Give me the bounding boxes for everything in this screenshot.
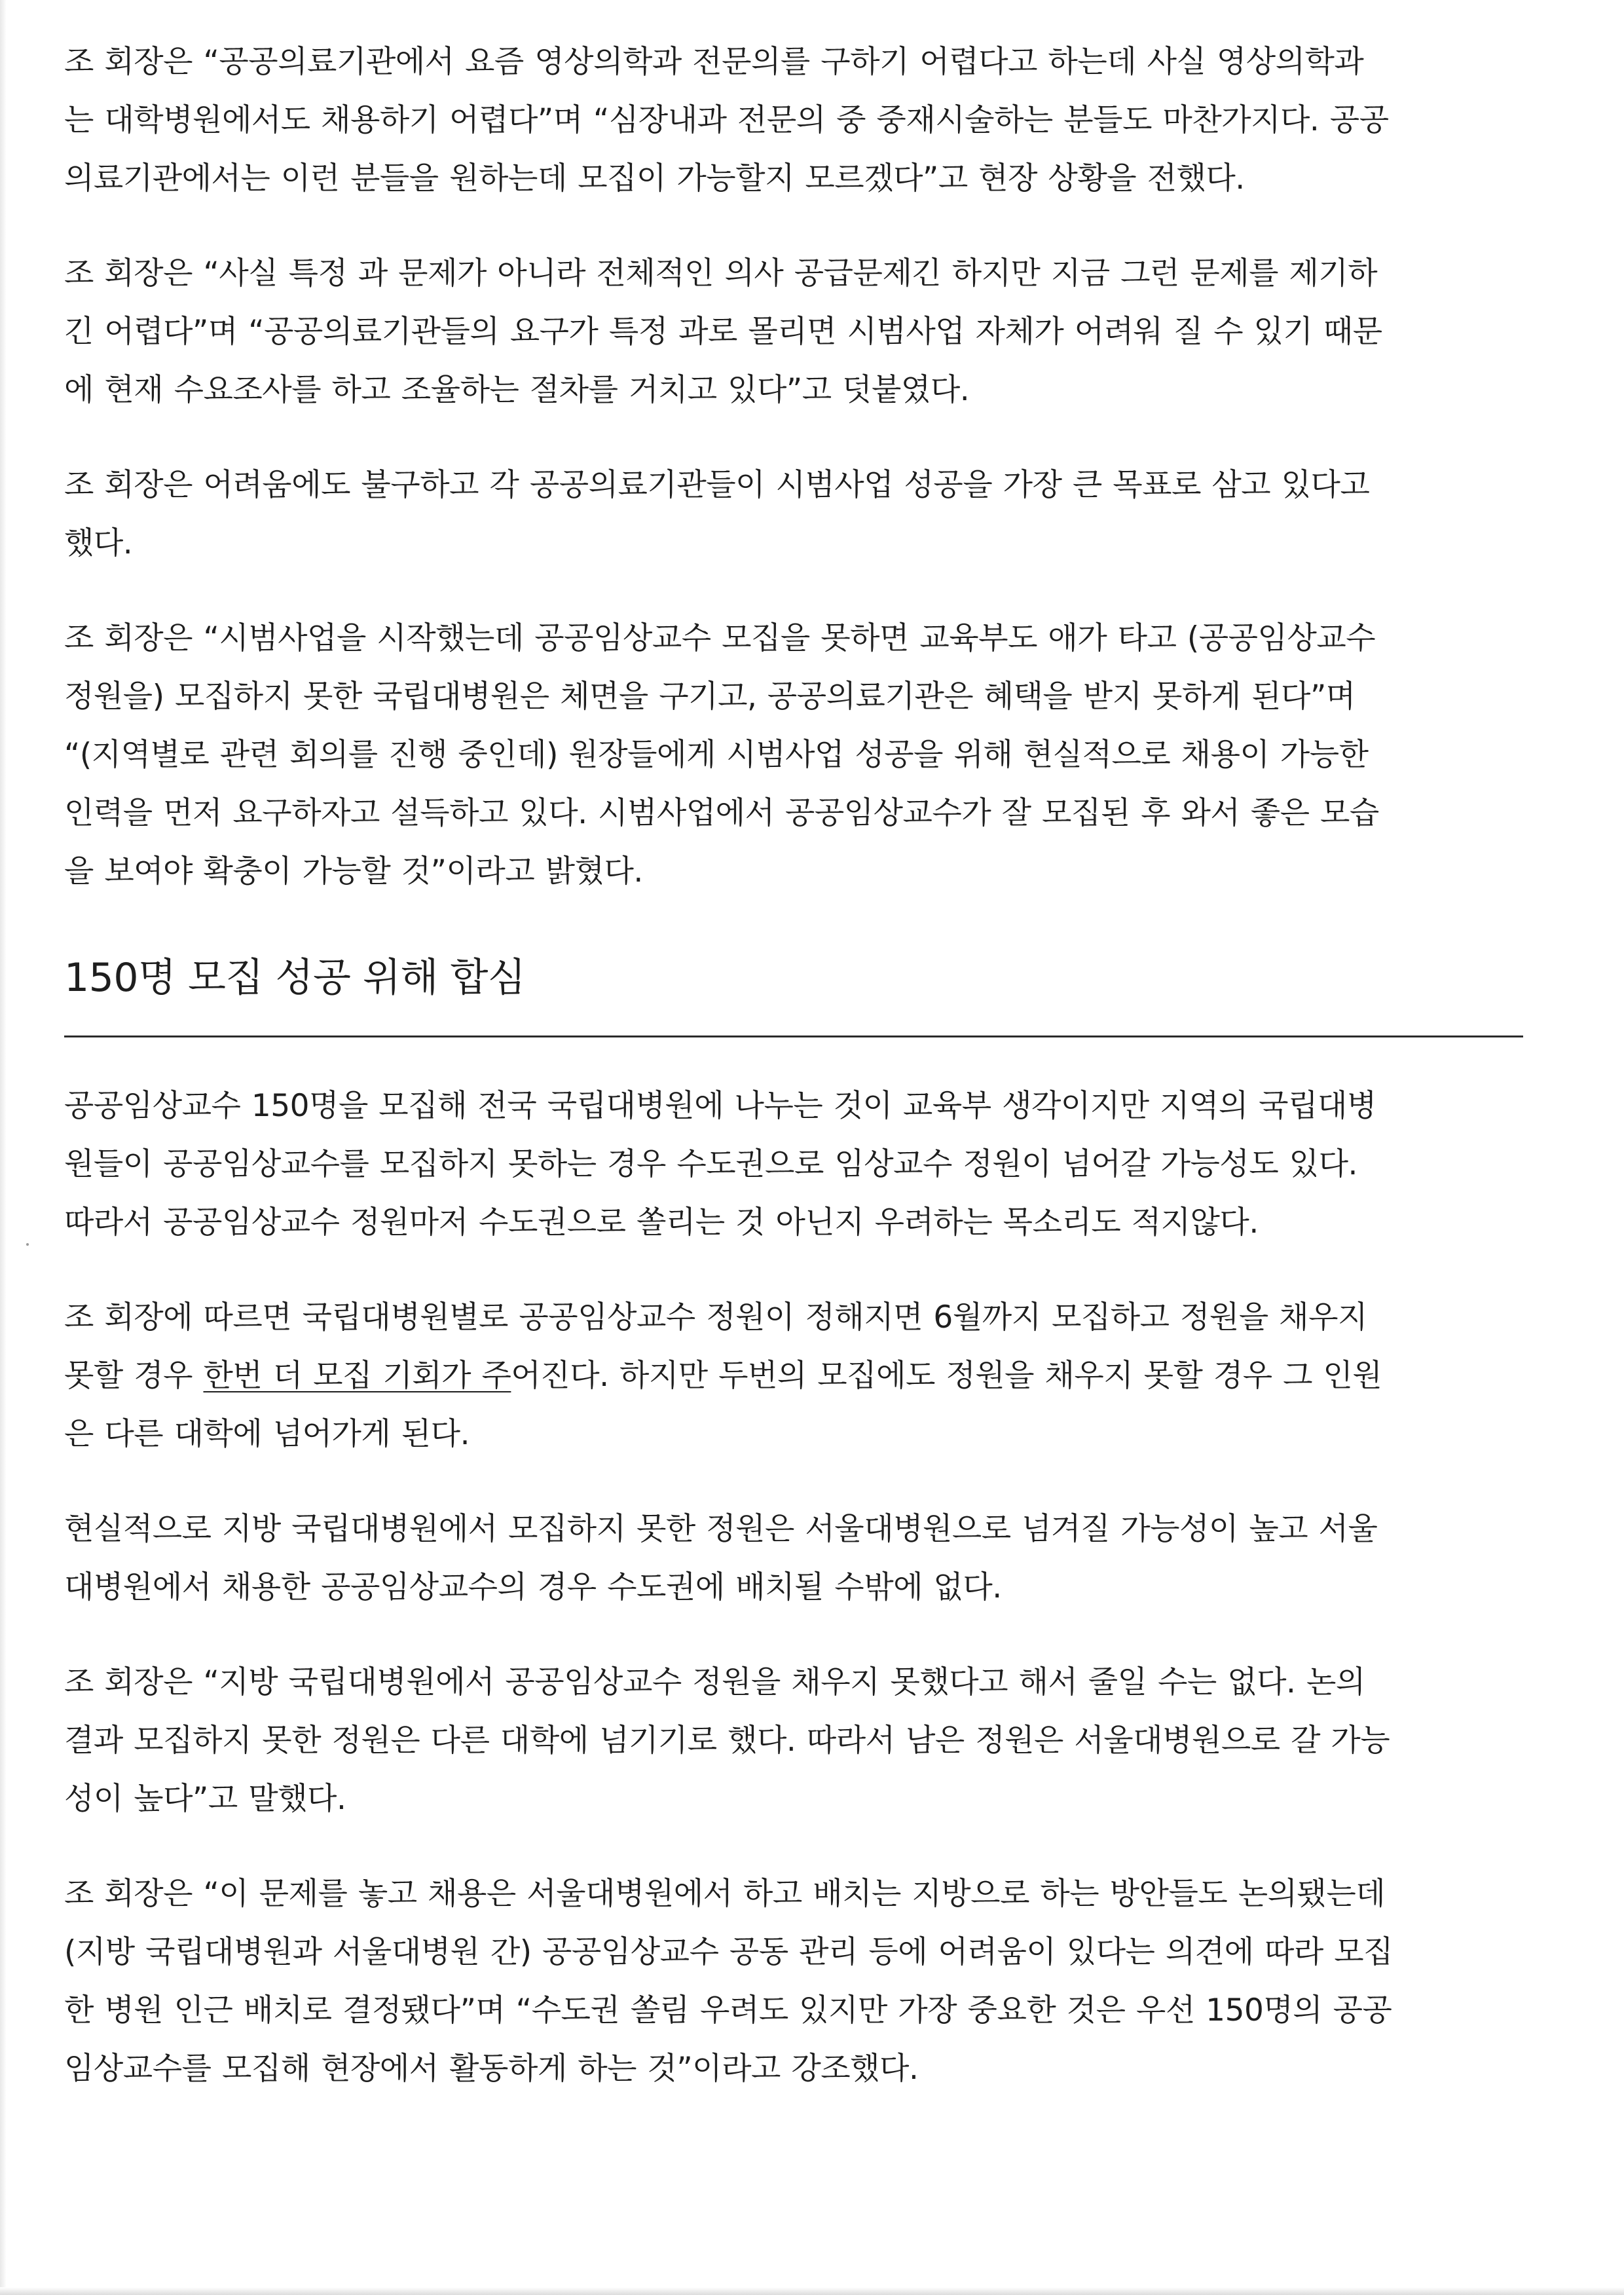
text-line: 했다.	[64, 525, 133, 561]
text-line: 조 회장은 “사실 특정 과 문제가 아니라 전체적인 의사 공급문제긴 하지만 지금 그런 문제를 제기하	[64, 255, 1378, 291]
text-line: 긴 어렵다”며 “공공의료기관들의 요구가 특정 과로 몰리면 시범사업 자체가 어려워 질 수 있기 때문	[64, 314, 1382, 350]
paragraph-7	[64, 1500, 1523, 1616]
text-line: 정원을) 모집하지 못한 국립대병원은 체면을 구기고, 공공의료기관은 혜택을 받지 못하게 된다”며	[64, 679, 1356, 715]
text-line: 조 회장은 어려움에도 불구하고 각 공공의료기관들이 시범사업 성공을 가장 큰 목표로 삼고 있다고	[64, 467, 1370, 503]
text-line: 현실적으로 지방 국립대병원에서 모집하지 못한 정원은 서울대병원으로 넘겨질 가능성이 높고 서울	[64, 1511, 1378, 1547]
text-line: “(지역별로 관련 회의를 진행 중인데) 원장들에게 시범사업 성공을 위해 현실적으로 채용이 가능한	[64, 737, 1369, 773]
text-line: 결과 모집하지 못한 정원은 다른 대학에 넘기기로 했다. 따라서 남은 정원은 서울대병원으로 갈 가능	[64, 1723, 1390, 1759]
paragraph-2	[64, 244, 1523, 419]
scan-bottom-edge	[0, 2287, 1624, 2295]
text-line: 조 회장은 “시범사업을 시작했는데 공공임상교수 모집을 못하면 교육부도 애가 타고 (공공임상교수	[64, 620, 1376, 656]
text-line: 조 회장은 “이 문제를 놓고 채용은 서울대병원에서 하고 배치는 지방으로 하는 방안들도 논의됐는데	[64, 1876, 1386, 1912]
text-line: 을 보여야 확충이 가능할 것”이라고 밝혔다.	[64, 853, 643, 889]
text-line: 는 대학병원에서도 채용하기 어렵다”며 “심장내과 전문의 중 중재시술하는 분들도 마찬가지다. 공공	[64, 102, 1389, 138]
text-line: 성이 높다”고 말했다.	[64, 1781, 346, 1817]
paragraph-9	[64, 1865, 1523, 2098]
text-line: 공공임상교수 150명을 모집해 전국 국립대병원에 나누는 것이 교육부 생각이지만 지역의 국립대병	[64, 1088, 1376, 1124]
section-divider	[64, 1036, 1523, 1037]
paragraph-1	[64, 33, 1523, 208]
paragraph-3	[64, 456, 1523, 572]
text-line: (지방 국립대병원과 서울대병원 간) 공공임상교수 공동 관리 등에 어려움이 있다는 의견에 따라 모집	[64, 1934, 1393, 1970]
text-line: 조 회장은 “지방 국립대병원에서 공공임상교수 정원을 채우지 못했다고 해서 줄일 수는 없다. 논의	[64, 1664, 1365, 1700]
text-line: 따라서 공공임상교수 정원마저 수도권으로 쏠리는 것 아닌지 우려하는 목소리도 적지않다.	[64, 1204, 1259, 1241]
scan-left-edge	[0, 0, 7, 2295]
text-line: 에 현재 수요조사를 하고 조율하는 절차를 거치고 있다”고 덧붙였다.	[64, 372, 970, 408]
paragraph-8	[64, 1653, 1523, 1828]
scan-speck	[26, 1243, 29, 1246]
text-line: 대병원에서 채용한 공공임상교수의 경우 수도권에 배치될 수밖에 없다.	[64, 1569, 1002, 1605]
paragraph-5	[64, 1077, 1523, 1252]
text-line: 한 병원 인근 배치로 결정됐다”며 “수도권 쏠림 우려도 있지만 가장 중요한 것은 우선 150명의 공공	[64, 1992, 1392, 2028]
section-heading: 150명 모집 성공 위해 합심	[64, 955, 526, 1001]
underlined-phrase: 한번 더 모집 기회가 주	[203, 1358, 511, 1394]
paragraph-4	[64, 609, 1523, 901]
paragraph-6	[64, 1288, 1523, 1463]
text-line: 임상교수를 모집해 현장에서 활동하게 하는 것”이라고 강조했다.	[64, 2051, 919, 2087]
text-line-segment: 못할 경우	[64, 1358, 204, 1394]
text-line: 인력을 먼저 요구하자고 설득하고 있다. 시범사업에서 공공임상교수가 잘 모집된 후 와서 좋은 모습	[64, 795, 1379, 831]
text-line: 조 회장에 따르면 국립대병원별로 공공임상교수 정원이 정해지면 6월까지 모집하고 정원을 채우지	[64, 1299, 1367, 1335]
text-line: 조 회장은 “공공의료기관에서 요즘 영상의학과 전문의를 구하기 어렵다고 하는데 사실 영상의학과	[64, 44, 1364, 80]
text-line: 은 다른 대학에 넘어가게 된다.	[64, 1416, 470, 1452]
text-line-segment: 어진다. 하지만 두번의 모집에도 정원을 채우지 못할 경우 그 인원	[511, 1358, 1382, 1394]
text-line: 의료기관에서는 이런 분들을 원하는데 모집이 가능할지 모르겠다”고 현장 상황을 전했다.	[64, 160, 1245, 196]
document-page	[64, 33, 1523, 2098]
text-line: 원들이 공공임상교수를 모집하지 못하는 경우 수도권으로 임상교수 정원이 넘어갈 가능성도 있다.	[64, 1146, 1357, 1182]
